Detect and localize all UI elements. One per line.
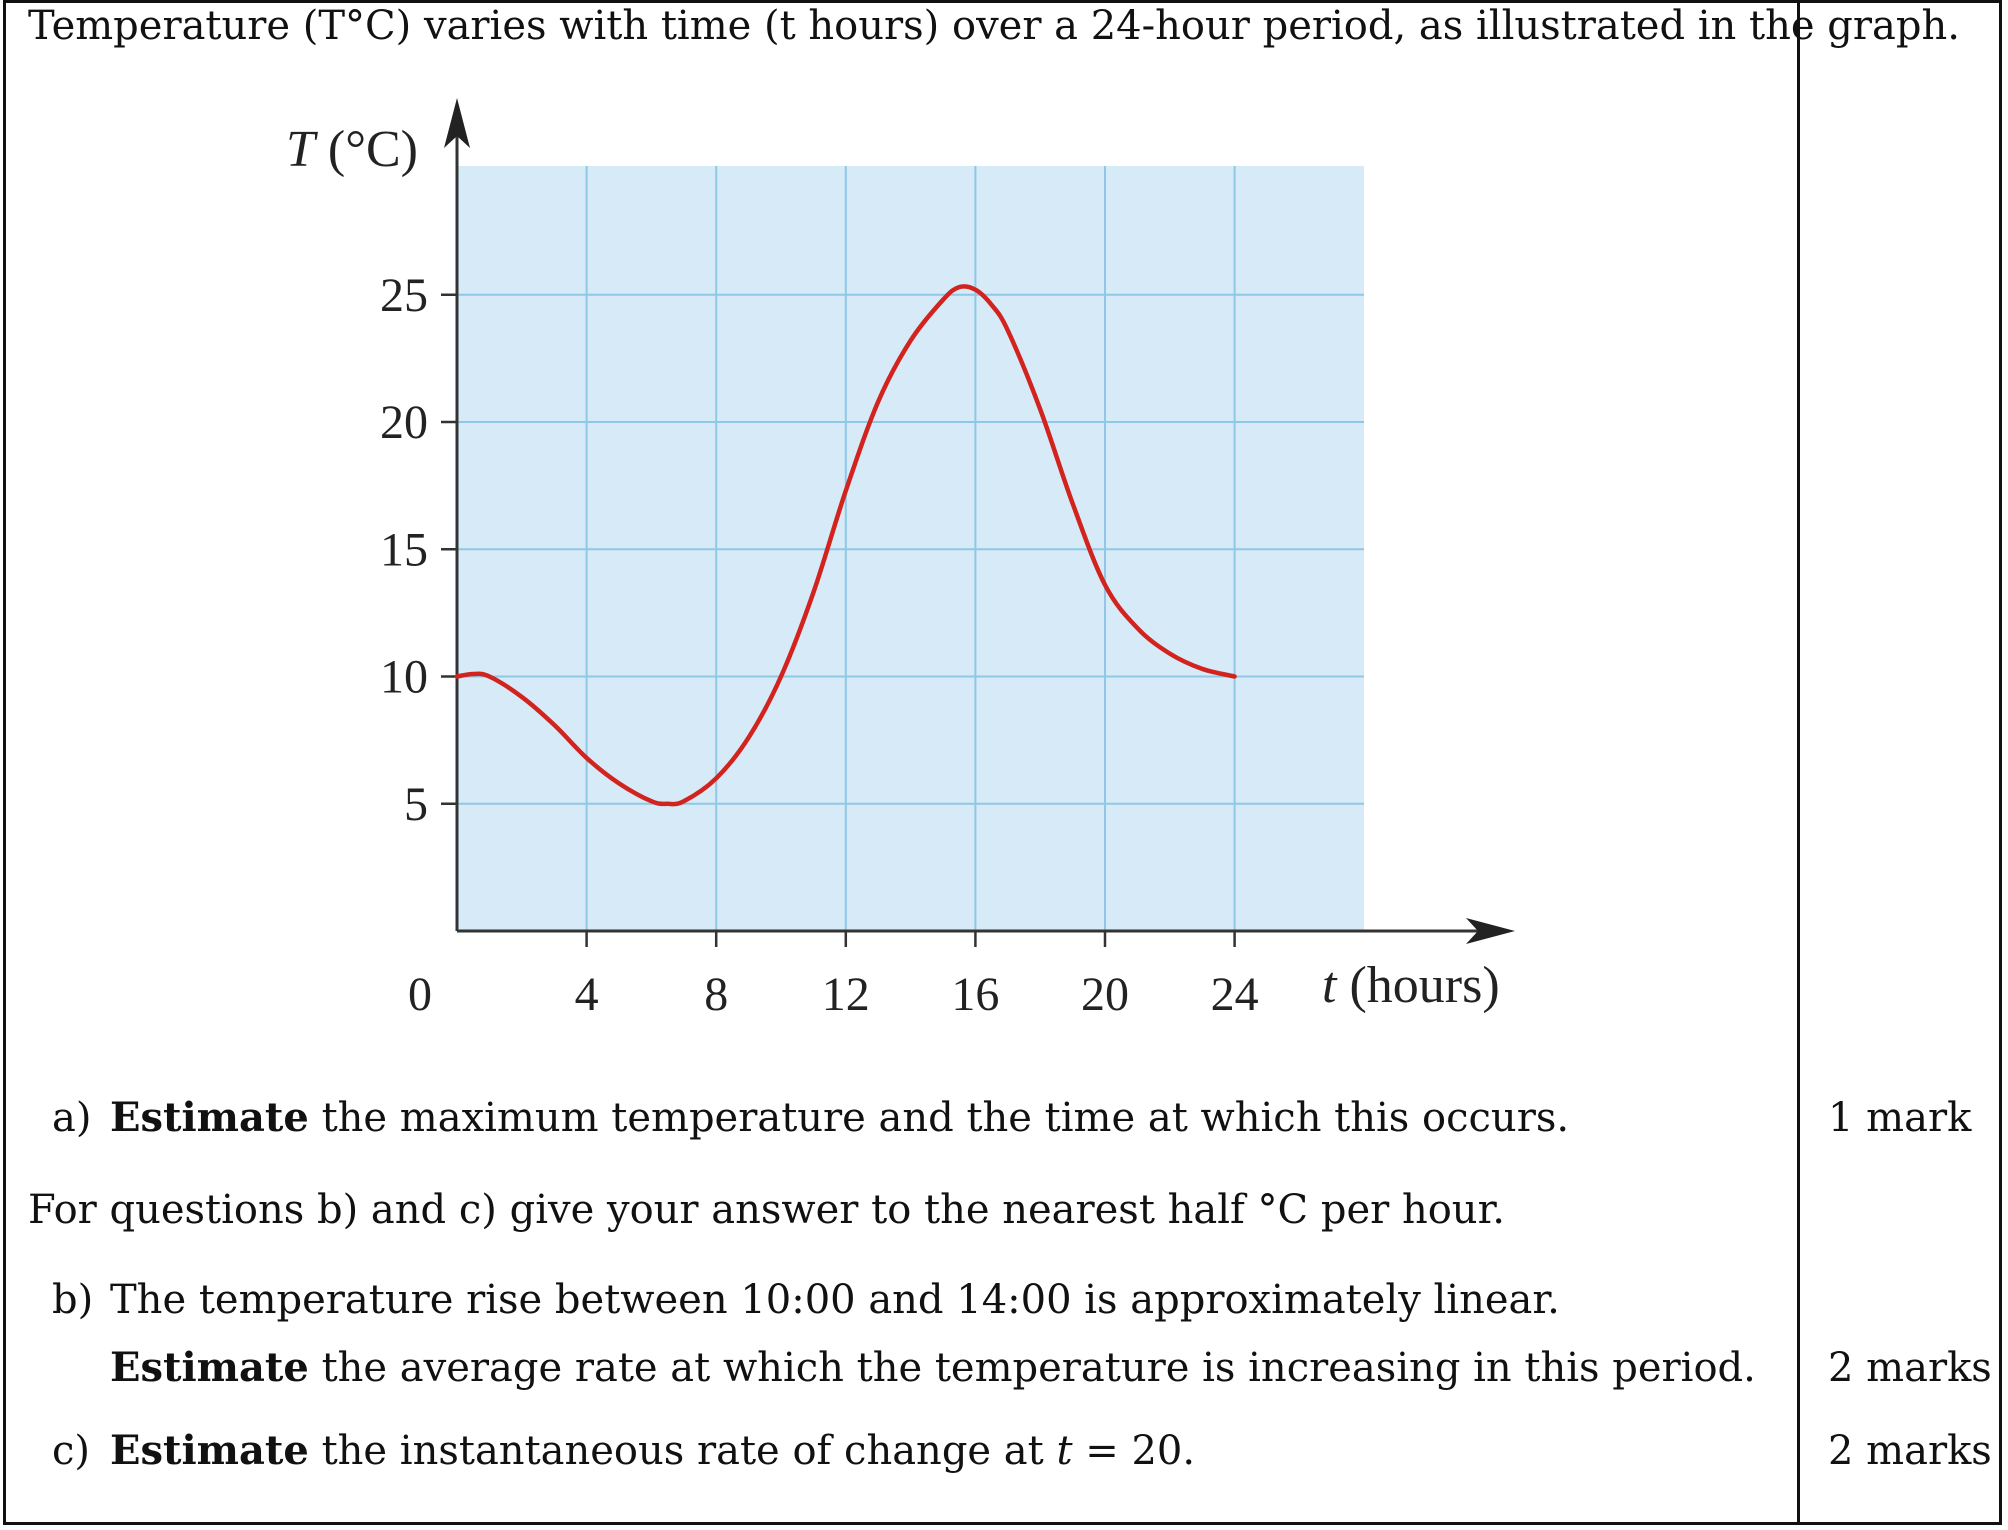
question-c-text-after: = 20. — [1085, 1428, 1196, 1474]
question-b-bold: Estimate — [110, 1344, 309, 1391]
question-c — [110, 1427, 1195, 1475]
y-tick-label: 10 — [380, 650, 428, 704]
y-tick-label: 20 — [380, 396, 428, 449]
question-c-var: t — [1056, 1428, 1073, 1474]
question-b-line1: The temperature rise between 10:00 and 14:00 is approximately linear. — [110, 1277, 1560, 1323]
question-a-marks: 1 mark — [1828, 1095, 1972, 1141]
y-tick-label: 15 — [380, 523, 428, 577]
x-tick-label: 12 — [821, 968, 870, 1021]
instruction-text: For questions b) and c) give your answer to the nearest half °C per hour. — [28, 1187, 1506, 1233]
question-c-bold: Estimate — [110, 1427, 309, 1474]
x-tick-label: 4 — [574, 968, 599, 1021]
y-axis-label: T (°C) — [285, 121, 418, 178]
question-a-bold: Estimate — [110, 1094, 309, 1141]
y-tick-label: 5 — [404, 777, 428, 831]
intro-text: Temperature (T°C) varies with time (t hours) over a 24-hour period, as illustrated in the graph. — [28, 3, 1960, 49]
question-a-label: a) — [52, 1095, 92, 1141]
origin-label: 0 — [408, 968, 432, 1021]
question-a-text: the maximum temperature and the time at which this occurs. — [321, 1095, 1570, 1141]
x-tick-label: 16 — [951, 968, 1000, 1021]
question-b-text: the average rate at which the temperature is increasing in this period. — [321, 1345, 1756, 1391]
x-axis-label: t (hours) — [1322, 957, 1500, 1014]
question-b-marks: 2 marks — [1828, 1345, 1992, 1391]
question-c-label: c) — [52, 1428, 91, 1474]
y-tick-label: 25 — [380, 268, 428, 322]
x-tick-label: 20 — [1081, 968, 1129, 1021]
x-tick-label: 24 — [1210, 968, 1259, 1021]
question-b-label: b) — [52, 1277, 94, 1323]
question-c-text: the instantaneous rate of change at — [321, 1428, 1044, 1474]
question-c-marks: 2 marks — [1828, 1428, 1992, 1474]
question-a — [110, 1094, 1569, 1142]
x-tick-label: 8 — [704, 968, 729, 1021]
question-b — [110, 1344, 1756, 1392]
